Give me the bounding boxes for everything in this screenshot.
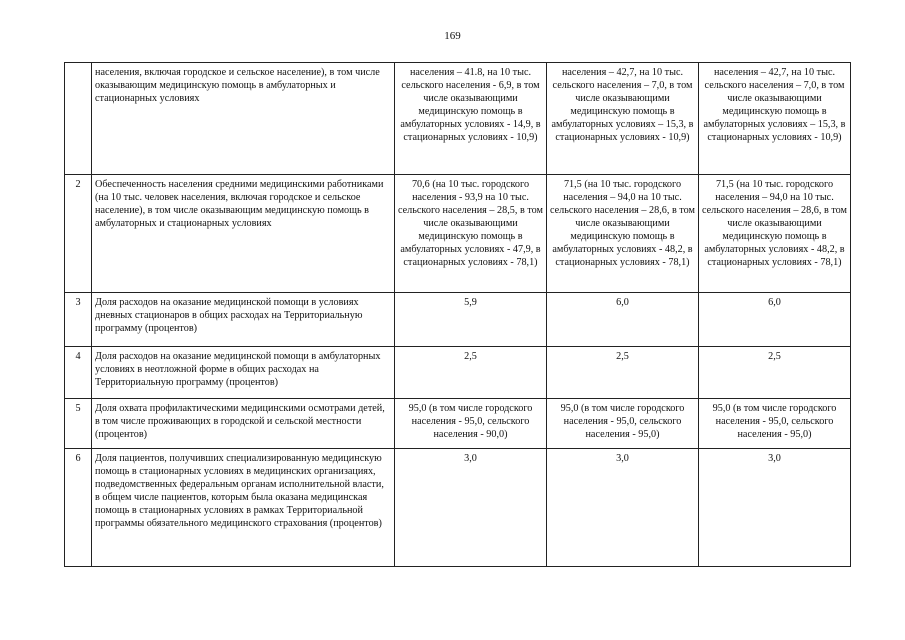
- value-cell: 3,0: [547, 449, 699, 567]
- value-cell: 95,0 (в том числе городского населения - 95,0, сельского населения - 95,0): [547, 399, 699, 449]
- indicator-description: Доля расходов на оказание медицинской помощи в амбулаторных условиях в неотложной форме в общих расходах на Территориальную программу (процентов): [92, 347, 395, 399]
- row-number: 3: [65, 293, 92, 347]
- indicator-description: Доля пациентов, получивших специализированную медицинскую помощь в стационарных условиях в медицинских организациях, подведомственных федеральным органам исполнительной власти, в общем числе пациентов, которым была оказана медицинская помощь в стационарных условиях в рамках Территориальной программы обязательного медицинского страхования (процентов): [92, 449, 395, 567]
- table-row: [65, 63, 851, 175]
- row-number: 5: [65, 399, 92, 449]
- table-row: [65, 449, 851, 567]
- value-cell: 2,5: [547, 347, 699, 399]
- value-cell: 95,0 (в том числе городского населения - 95,0, сельского населения - 90,0): [395, 399, 547, 449]
- value-cell: 71,5 (на 10 тыс. городского населения – 94,0 на 10 тыс. сельского населения – 28,6, в том числе оказывающими медицинскую помощь в амбулаторных условиях - 48,2, в стационарных условиях - 78,1): [547, 175, 699, 293]
- value-cell: населения – 42,7, на 10 тыс. сельского населения – 7,0, в том числе оказывающими медицинскую помощь в амбулаторных условиях – 15,3, в стационарных условиях - 10,9): [699, 63, 851, 175]
- value-cell: 5,9: [395, 293, 547, 347]
- indicator-description: Доля охвата профилактическими медицинскими осмотрами детей, в том числе проживающих в городской и сельской местности (процентов): [92, 399, 395, 449]
- value-cell: 6,0: [699, 293, 851, 347]
- table-row: [65, 347, 851, 399]
- value-cell: 2,5: [395, 347, 547, 399]
- indicator-description: Доля расходов на оказание медицинской помощи в условиях дневных стационаров в общих расходах на Территориальную программу (процентов): [92, 293, 395, 347]
- value-cell: 2,5: [699, 347, 851, 399]
- value-cell: 6,0: [547, 293, 699, 347]
- indicators-table: [64, 62, 851, 567]
- value-cell: 3,0: [699, 449, 851, 567]
- table-row: [65, 293, 851, 347]
- row-number: 6: [65, 449, 92, 567]
- value-cell: 95,0 (в том числе городского населения - 95,0, сельского населения - 95,0): [699, 399, 851, 449]
- row-number: [65, 63, 92, 175]
- page-number: 169: [444, 30, 461, 42]
- value-cell: населения – 42,7, на 10 тыс. сельского населения – 7,0, в том числе оказывающими медицинскую помощь в амбулаторных условиях – 15,3, в стационарных условиях - 10,9): [547, 63, 699, 175]
- table-row: [65, 175, 851, 293]
- row-number: 2: [65, 175, 92, 293]
- table-row: [65, 399, 851, 449]
- indicator-description: населения, включая городское и сельское население), в том числе оказывающим медицинскую помощь в амбулаторных и стационарных условиях: [92, 63, 395, 175]
- value-cell: населения – 41.8, на 10 тыс. сельского населения - 6,9, в том числе оказывающими медицинскую помощь в амбулаторных условиях - 14,9, в стационарных условиях - 10,9): [395, 63, 547, 175]
- indicator-description: Обеспеченность населения средними медицинскими работниками (на 10 тыс. человек населения, включая городское и сельское население), в том числе оказывающим медицинскую помощь в амбулаторных и стационарных условиях: [92, 175, 395, 293]
- value-cell: 70,6 (на 10 тыс. городского населения - 93,9 на 10 тыс. сельского населения – 28,5, в том числе оказывающими медицинскую помощь в амбулаторных условиях - 47,9, в стационарных условиях - 78,1): [395, 175, 547, 293]
- row-number: 4: [65, 347, 92, 399]
- value-cell: 71,5 (на 10 тыс. городского населения – 94,0 на 10 тыс. сельского населения – 28,6, в том числе оказывающими медицинскую помощь в амбулаторных условиях - 48,2, в стационарных условиях - 78,1): [699, 175, 851, 293]
- value-cell: 3,0: [395, 449, 547, 567]
